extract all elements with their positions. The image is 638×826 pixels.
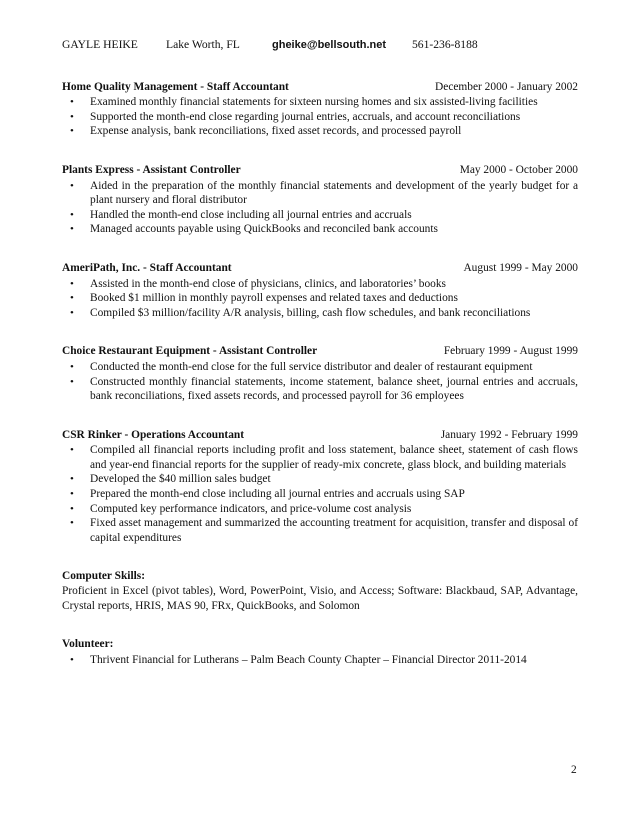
list-item: • Constructed monthly financial statements, income statement, balance sheet, journal entries and accruals, bank reconciliations, fixed assets records, and processed payroll for 36 employees [70, 375, 578, 403]
job-entry [62, 80, 578, 139]
job-dates: December 2000 - January 2002 [435, 80, 578, 93]
job-dates: February 1999 - August 1999 [443, 345, 578, 358]
list-item: • Aided in the preparation of the monthly financial statements and development of the yearly budget for a plant nursery and floral distributor [70, 179, 578, 207]
job-header [62, 261, 578, 276]
list-item: • Handled the month-end close including all journal entries and accruals [70, 208, 412, 221]
bullet-icon: • [70, 125, 74, 138]
bullet-icon: • [70, 292, 74, 305]
bullet-icon: • [70, 110, 74, 123]
list-item: • Thrivent Financial for Lutherans – Palm Beach County Chapter – Financial Director 2011-2014 [70, 653, 527, 666]
job-entry [62, 428, 578, 546]
job-title: Plants Express - Assistant Controller [62, 163, 241, 176]
bullet-icon: • [70, 502, 74, 515]
bullet-icon: • [70, 488, 74, 501]
list-item: • Supported the month-end close regarding journal entries, accruals, and account reconciliations [70, 110, 521, 123]
bullet-icon: • [70, 360, 74, 373]
skills-text: Proficient in Excel (pivot tables), Word, PowerPoint, Visio, and Access; Software: Blackbaud, SAP, Advantage, Crystal reports, HRIS, MAS 90, FRx, QuickBooks, and Solomon [62, 585, 578, 612]
list-item: • Compiled all financial reports including profit and loss statement, balance sheet, statement of cash flows and year-end financial reports for the supplier of ready-mix concrete, glass block, and building materials [70, 444, 578, 471]
volunteer-bullets [62, 653, 578, 668]
list-item: • Conducted the month-end close for the full service distributor and dealer of restaurant equipment [70, 360, 533, 373]
bullet-icon: • [70, 223, 74, 236]
computer-skills-section [62, 569, 578, 613]
job-entry [62, 261, 578, 320]
job-header [62, 344, 578, 359]
candidate-phone: 561-236-8188 [412, 38, 478, 51]
job-entry [62, 344, 578, 403]
list-item: • Computed key performance indicators, and price-volume cost analysis [70, 502, 412, 515]
job-dates: January 1992 - February 1999 [440, 428, 578, 441]
list-item: • Expense analysis, bank reconciliations, fixed asset records, and processed payroll [70, 125, 462, 138]
contact-header [62, 38, 578, 53]
list-item: • Examined monthly financial statements for sixteen nursing homes and six assisted-living facilities [70, 96, 538, 109]
bullet-icon: • [70, 179, 74, 192]
resume-page [62, 38, 578, 667]
page-number: 2 [571, 764, 577, 776]
job-title: AmeriPath, Inc. - Staff Accountant [62, 261, 232, 274]
bullet-icon: • [70, 473, 74, 486]
job-dates: May 2000 - October 2000 [459, 163, 578, 176]
job-header [62, 163, 578, 178]
job-dates: August 1999 - May 2000 [463, 261, 578, 274]
job-header [62, 428, 578, 443]
job-bullets [62, 443, 578, 545]
job-bullets [62, 360, 578, 404]
volunteer-section [62, 637, 578, 667]
list-item: • Assisted in the month-end close of physicians, clinics, and laboratories’ books [70, 277, 446, 290]
list-item: • Compiled $3 million/facility A/R analysis, billing, cash flow schedules, and bank reconciliations [70, 306, 531, 319]
list-item: • Managed accounts payable using QuickBooks and reconciled bank accounts [70, 223, 438, 236]
list-item: • Booked $1 million in monthly payroll expenses and related taxes and deductions [70, 292, 458, 305]
job-title: Home Quality Management - Staff Accountant [62, 80, 289, 93]
job-bullets [62, 277, 578, 321]
candidate-email: gheike@bellsouth.net [272, 39, 387, 51]
bullet-icon: • [70, 653, 74, 666]
candidate-name: GAYLE HEIKE [62, 38, 138, 51]
bullet-icon: • [70, 517, 74, 530]
bullet-icon: • [70, 208, 74, 221]
list-item: • Fixed asset management and summarized the accounting treatment for acquisition, transfer and disposal of capital expenditures [70, 517, 578, 544]
bullet-icon: • [70, 375, 74, 388]
list-item: • Developed the $40 million sales budget [70, 473, 271, 486]
job-title: CSR Rinker - Operations Accountant [62, 428, 245, 441]
section-heading: Volunteer: [62, 638, 114, 651]
section-heading: Computer Skills: [62, 570, 146, 583]
job-entry [62, 163, 578, 237]
job-bullets [62, 95, 578, 139]
job-header [62, 80, 578, 95]
job-title: Choice Restaurant Equipment - Assistant Controller [62, 345, 318, 358]
bullet-icon: • [70, 306, 74, 319]
bullet-icon: • [70, 96, 74, 109]
job-bullets [62, 179, 578, 237]
bullet-icon: • [70, 277, 74, 290]
bullet-icon: • [70, 444, 74, 457]
list-item: • Prepared the month-end close including all journal entries and accruals using SAP [70, 488, 465, 501]
candidate-location: Lake Worth, FL [166, 38, 240, 51]
